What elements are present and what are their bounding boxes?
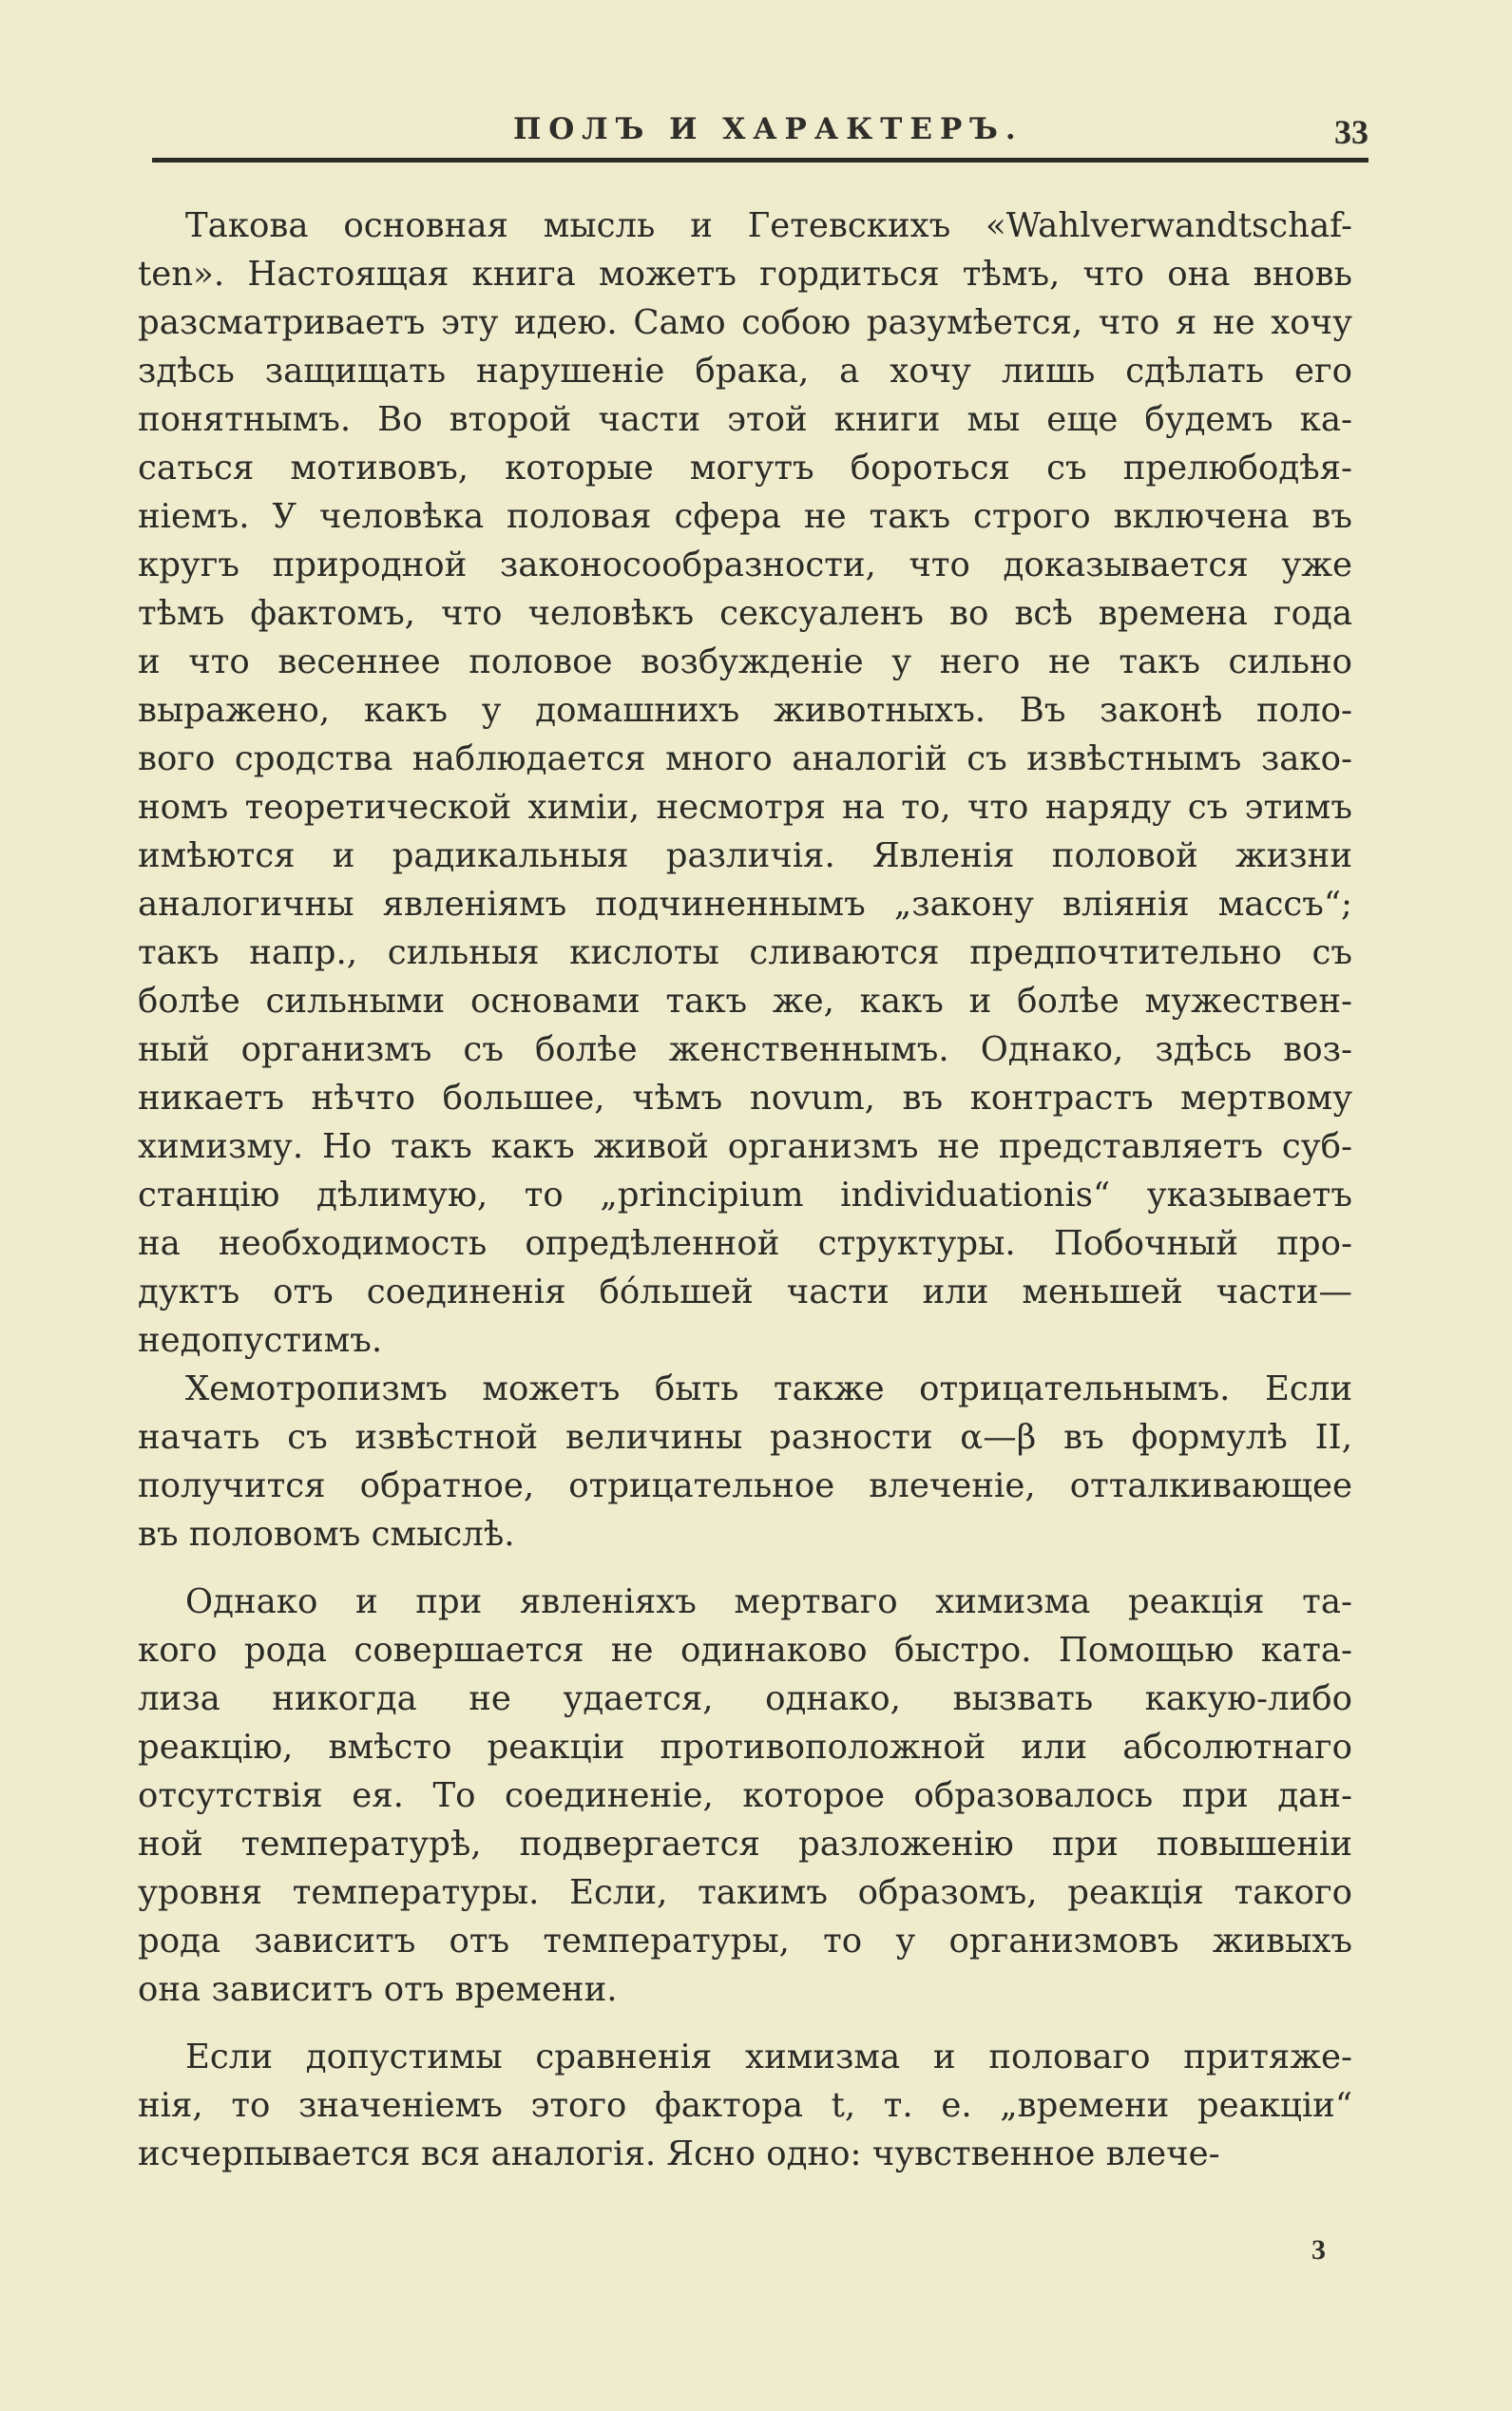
text-line: исчерпывается вся аналогія. Ясно одно: чувственное влече- (138, 2134, 1220, 2173)
header-rule (152, 158, 1368, 163)
paragraph (138, 201, 1352, 1365)
page-header (152, 112, 1368, 154)
text-line: Такова основная мысль и Гетевскихъ «Wahlverwandtschaf- (185, 206, 1352, 245)
text-line: никаетъ нѣчто большее, чѣмъ novum, въ контрастъ мертвому (138, 1079, 1352, 1118)
text-line: недопустимъ. (138, 1321, 383, 1360)
paragraph (138, 1578, 1352, 2014)
text-line: химизму. Но такъ какъ живой организмъ не представляетъ суб- (138, 1127, 1352, 1166)
text-line: кого рода совершается не одинаково быстро. Помощью ката- (138, 1631, 1352, 1670)
text-line: такъ напр., сильныя кислоты сливаются предпочтительно съ (138, 933, 1352, 972)
text-line: вого сродства наблюдается много аналогій съ извѣстнымъ зако- (138, 739, 1352, 778)
text-line: ной температурѣ, подвергается разложенію при повышеніи (138, 1825, 1352, 1864)
paragraph (138, 1365, 1352, 1559)
text-line: имѣются и радикальныя различія. Явленія половой жизни (138, 836, 1352, 875)
text-line: лиза никогда не удается, однако, вызвать какую-либо (138, 1679, 1352, 1718)
text-line: разсматриваетъ эту идею. Само собою разумѣется, что я не хочу (138, 303, 1352, 342)
text-line: кругъ природной законосообразности, что доказывается уже (138, 545, 1352, 584)
text-line: на необходимость опредѣленной структуры. Побочный про- (138, 1224, 1352, 1263)
running-head: ПОЛЪ И ХАРАКТЕРЪ. (513, 112, 1024, 146)
text-line: она зависитъ отъ времени. (138, 1970, 618, 2009)
text-line: станцію дѣлимую, то „principium individuationis“ указываетъ (138, 1176, 1352, 1215)
text-line: номъ теоретической химіи, несмотря на то, что наряду съ этимъ (138, 788, 1352, 827)
text-line: выражено, какъ у домашнихъ животныхъ. Въ законѣ поло- (138, 691, 1352, 730)
body-text (138, 201, 1352, 2178)
text-line: получится обратное, отрицательное влеченіе, отталкивающее (138, 1466, 1352, 1505)
text-line: понятнымъ. Во второй части этой книги мы еще будемъ ка- (138, 400, 1352, 439)
text-line: ten». Настоящая книга можетъ гордиться тѣмъ, что она вновь (138, 255, 1352, 294)
text-line: начать съ извѣстной величины разности α—β въ формулѣ II, (138, 1418, 1352, 1457)
text-line: болѣе сильными основами такъ же, какъ и болѣе мужествен- (138, 982, 1352, 1021)
text-line: Хемотропизмъ можетъ быть также отрицательнымъ. Если (185, 1369, 1352, 1408)
text-line: здѣсь защищать нарушеніе брака, а хочу лишь сдѣлать его (138, 352, 1352, 391)
text-line: и что весеннее половое возбужденіе у него не такъ сильно (138, 642, 1352, 681)
paragraph (138, 2033, 1352, 2178)
text-line: рода зависитъ отъ температуры, то у организмовъ живыхъ (138, 1922, 1352, 1961)
text-line: саться мотивовъ, которые могутъ бороться съ прелюбодѣя- (138, 449, 1352, 488)
text-line: дуктъ отъ соединенія бо́льшей части или меньшей части— (138, 1272, 1352, 1311)
text-line: Однако и при явленіяхъ мертваго химизма реакція та- (185, 1582, 1352, 1621)
text-line: отсутствія ея. То соединеніе, которое образовалось при дан- (138, 1776, 1352, 1815)
page-number: 33 (1334, 113, 1368, 151)
text-line: нія, то значеніемъ этого фактора t, т. е. „времени реакціи“ (138, 2086, 1352, 2125)
text-line: реакцію, вмѣсто реакціи противоположной или абсолютнаго (138, 1728, 1352, 1767)
text-line: уровня температуры. Если, такимъ образомъ, реакція такого (138, 1873, 1352, 1912)
text-line: ный организмъ съ болѣе женственнымъ. Однако, здѣсь воз- (138, 1030, 1352, 1069)
text-line: тѣмъ фактомъ, что человѣкъ сексуаленъ во всѣ времена года (138, 594, 1352, 633)
text-line: ніемъ. У человѣка половая сфера не такъ строго включена въ (138, 497, 1352, 536)
text-line: въ половомъ смыслѣ. (138, 1515, 515, 1554)
text-line: аналогичны явленіямъ подчиненнымъ „закону вліянія массъ“; (138, 885, 1352, 924)
text-line: Если допустимы сравненія химизма и половаго притяже- (185, 2038, 1352, 2076)
signature-mark: 3 (1311, 2234, 1326, 2266)
